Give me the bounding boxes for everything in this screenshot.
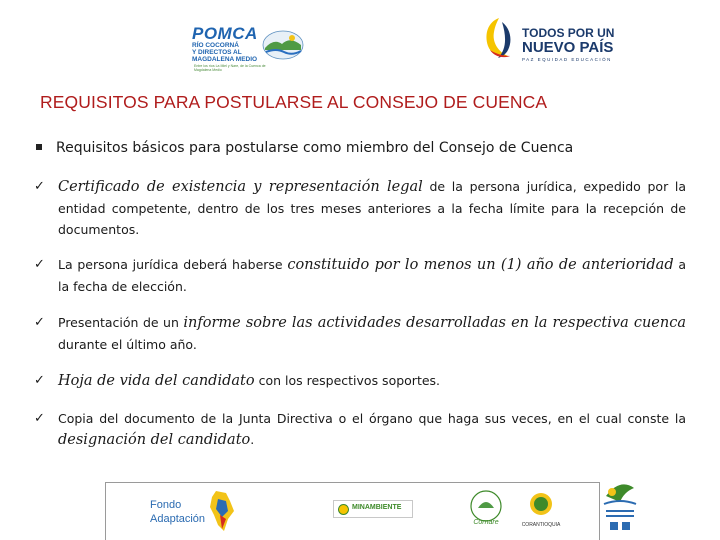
gov-swoosh-icon [480, 14, 518, 60]
requirement-text: La persona jurídica deberá haberse [58, 257, 288, 272]
requirement-item [34, 312, 686, 355]
cornare-seal-icon [466, 488, 506, 528]
requirement-text: a la fecha de elección. [58, 257, 687, 294]
gov-logo-tagline: PAZ EQUIDAD EDUCACIÓN [522, 57, 612, 62]
pomca-logo-subtitle: Entre los ríos La Miel y Nare, de la Cuenca de Magdalena Medio [194, 64, 266, 72]
requirement-item [34, 254, 686, 297]
requirement-text: . [250, 432, 255, 447]
pomca-line: MAGDALENA MEDIO [192, 56, 258, 63]
checkmark-icon: ✓ [34, 257, 45, 272]
corantioquia-label: CORANTIOQUIA [521, 522, 561, 528]
checkmark-icon: ✓ [34, 373, 45, 388]
gov-logo-line2: NUEVO PAÍS [522, 39, 614, 56]
requirement-item [34, 370, 686, 392]
requirement-text: durante el último año. [58, 337, 197, 352]
requirement-text: con los respectivos soportes. [254, 373, 441, 388]
river-landscape-icon [262, 30, 304, 60]
todos-por-un-nuevo-pais-logo [480, 14, 620, 64]
pomca-logo-name: POMCA [192, 24, 258, 43]
corantioquia-icon [518, 488, 564, 534]
requirement-item [34, 176, 686, 240]
pomca-logo [190, 24, 305, 70]
requirement-item [34, 408, 686, 451]
intro-bullet [36, 140, 696, 156]
requirement-text: Presentación de un [58, 315, 184, 330]
checkmark-icon: ✓ [34, 411, 45, 426]
requirement-text: Copia del documento de la Junta Directiva o el órgano que haga sus veces, en el cual conste la [58, 411, 686, 426]
gov-logo-line1: TODOS POR UN [522, 26, 615, 40]
fondo-adaptacion-logo [150, 495, 240, 535]
pomca-line: Y DIRECTOS AL [192, 49, 242, 56]
colombia-map-icon [208, 489, 236, 533]
fondo-line2: Adaptación [150, 513, 206, 525]
requirement-emphasis: Hoja de vida del candidato [58, 373, 255, 389]
requirement-emphasis: designación del candidato [58, 432, 251, 448]
square-bullet-icon [36, 144, 42, 150]
fondo-line1: Fondo [150, 499, 182, 511]
checkmark-icon: ✓ [34, 179, 45, 194]
consejo-cuenca-icon [600, 476, 640, 536]
requirement-text: de la persona jurídica, expedido por la entidad competente, dentro de los tres meses anteriores a la fecha límite para la recepción de documentos. [58, 179, 687, 237]
cornare-label: Cornare [473, 519, 499, 526]
pomca-line: RÍO COCORNÁ [192, 42, 239, 49]
pomca-logo-lines [192, 42, 262, 63]
requirement-emphasis: informe sobre las actividades desarrolladas en la respectiva cuenca [183, 315, 686, 331]
requirement-emphasis: constituido por lo menos un (1) año de anterioridad [287, 257, 674, 273]
requirement-emphasis: Certificado de existencia y representación legal [58, 179, 423, 195]
colombia-shield-icon [338, 504, 349, 515]
page-title: REQUISITOS PARA POSTULARSE AL CONSEJO DE CUENCA [40, 92, 548, 112]
checkmark-icon: ✓ [34, 315, 45, 330]
minambiente-logo [333, 500, 413, 518]
minambiente-label: MINAMBIENTE [352, 504, 402, 511]
intro-text: Requisitos básicos para postularse como miembro del Consejo de Cuenca [56, 140, 574, 156]
